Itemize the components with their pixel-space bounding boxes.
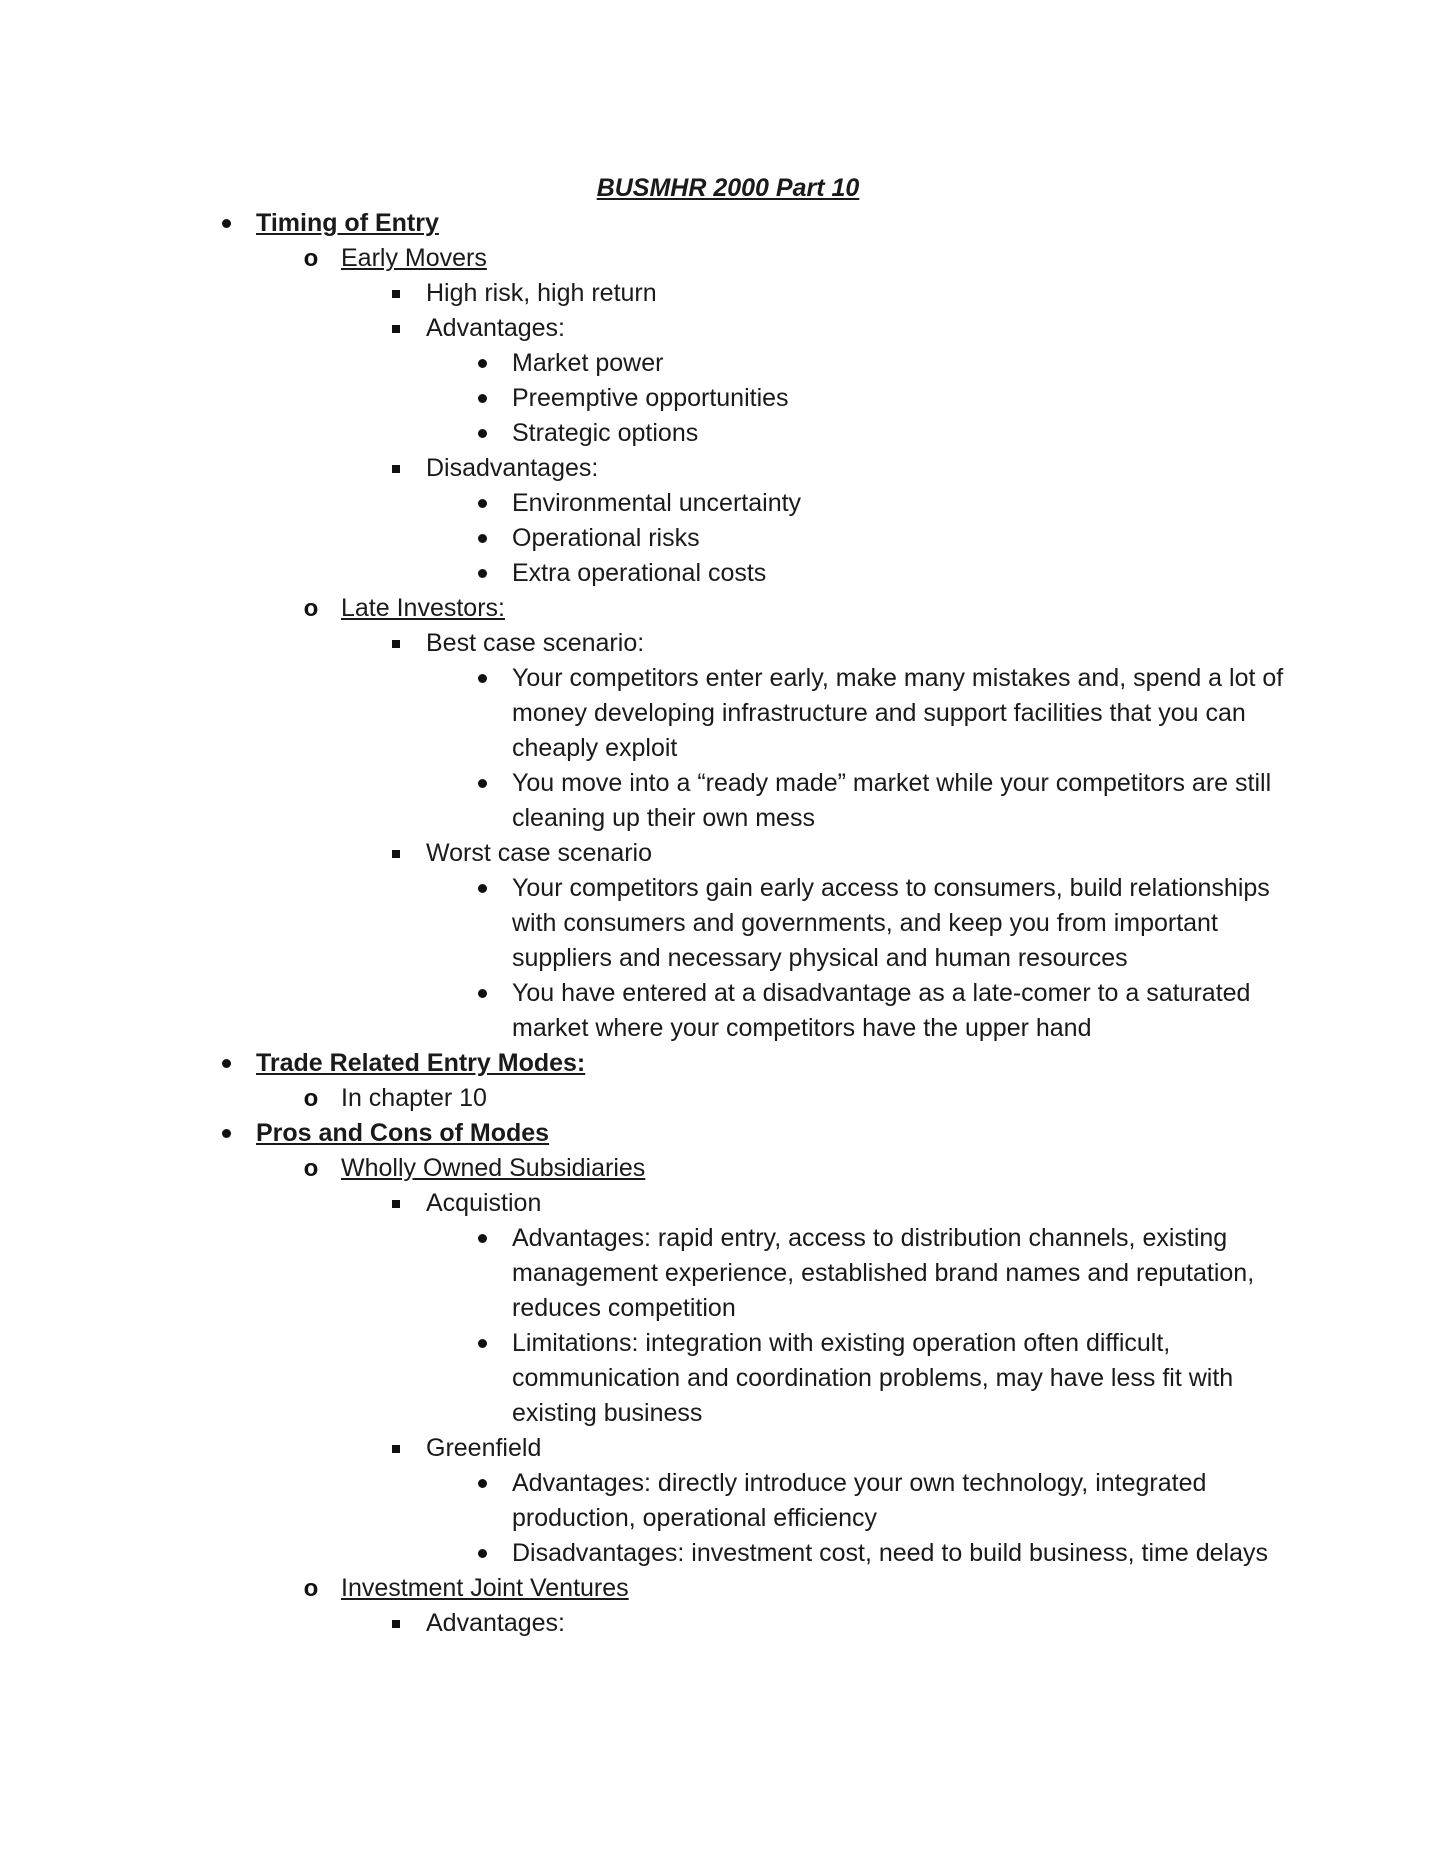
outline-item-text: Market power	[512, 349, 664, 377]
outline-item-level-4	[0, 486, 1456, 521]
outline-item-text: Wholly Owned Subsidiaries	[341, 1154, 646, 1182]
outline-item-level-3	[0, 311, 1456, 346]
outline-item-level-4	[0, 556, 1456, 591]
outline-item-text: Trade Related Entry Modes:	[256, 1049, 586, 1077]
outline-item-level-2	[0, 1151, 1456, 1186]
bullet-o-icon: o	[303, 1085, 319, 1112]
outline-item-level-4	[0, 1326, 1456, 1431]
outline-item-level-3	[0, 626, 1456, 661]
bullet-o-icon: o	[303, 595, 319, 622]
outline-item-text: Extra operational costs	[512, 559, 767, 587]
outline-item-text: Advantages:	[426, 1609, 565, 1637]
bullet-disc-icon	[472, 556, 492, 591]
bullet-square-icon	[386, 626, 406, 661]
outline-item-level-3	[0, 836, 1456, 871]
outline-item-text: Preemptive opportunities	[512, 384, 789, 412]
outline-item-text: Early Movers	[341, 244, 487, 272]
bullet-square-icon	[386, 1606, 406, 1641]
outline-item-level-1	[0, 1046, 1456, 1081]
outline-item-level-4	[0, 381, 1456, 416]
outline-item-level-3	[0, 276, 1456, 311]
outline-item-text: Advantages:	[426, 314, 565, 342]
bullet-square-icon	[386, 276, 406, 311]
bullet-disc-icon	[472, 661, 492, 696]
bullet-square-icon	[386, 311, 406, 346]
outline-item-level-4	[0, 661, 1456, 766]
outline-item-text: Disadvantages: investment cost, need to build business, time delays	[512, 1539, 1268, 1567]
outline-item-level-4	[0, 521, 1456, 556]
outline-item-level-4	[0, 416, 1456, 451]
outline-item-text: Your competitors enter early, make many mistakes and, spend a lot of money developing infrastructure and support facilities that you can cheaply exploit	[512, 664, 1284, 762]
outline-item-text: You have entered at a disadvantage as a late-comer to a saturated market where your competitors have the upper hand	[512, 979, 1251, 1042]
outline-item-level-1	[0, 206, 1456, 241]
bullet-disc-icon	[472, 1326, 492, 1361]
bullet-disc-icon	[472, 416, 492, 451]
outline-item-level-4	[0, 1536, 1456, 1571]
outline-item-level-2	[0, 1081, 1456, 1116]
outline-item-text: Timing of Entry	[256, 209, 439, 237]
outline-item-text: Your competitors gain early access to consumers, build relationships with consumers and governments, and keep you from important suppliers and necessary physical and human resources	[512, 874, 1270, 972]
outline-item-text: Investment Joint Ventures	[341, 1574, 629, 1602]
outline-item-level-1	[0, 1116, 1456, 1151]
outline-item-level-3	[0, 1186, 1456, 1221]
outline-item-level-2	[0, 1571, 1456, 1606]
bullet-o-icon: o	[303, 245, 319, 272]
outline-item-level-4	[0, 766, 1456, 836]
outline-item-text: You move into a “ready made” market while your competitors are still cleaning up their own mess	[512, 769, 1272, 832]
bullet-disc-icon	[472, 1466, 492, 1501]
outline-item-level-3	[0, 1431, 1456, 1466]
bullet-square-icon	[386, 836, 406, 871]
bullet-disc-icon	[472, 871, 492, 906]
outline-item-level-3	[0, 1606, 1456, 1641]
outline-item-text: Advantages: directly introduce your own technology, integrated production, operational efficiency	[512, 1469, 1207, 1532]
outline-item-level-3	[0, 451, 1456, 486]
outline-item-level-2	[0, 591, 1456, 626]
outline-item-text: In chapter 10	[341, 1084, 487, 1112]
outline-item-level-4	[0, 1221, 1456, 1326]
outline-item-level-4	[0, 871, 1456, 976]
bullet-o-icon: o	[303, 1155, 319, 1182]
outline-item-text: Pros and Cons of Modes	[256, 1119, 550, 1147]
bullet-disc-icon	[472, 1221, 492, 1256]
outline-item-level-2	[0, 241, 1456, 276]
outline-item-text: Acquistion	[426, 1189, 542, 1217]
bullet-disc-icon	[472, 346, 492, 381]
outline-item-text: Operational risks	[512, 524, 700, 552]
document-title: BUSMHR 2000 Part 10	[596, 174, 860, 202]
bullet-disc-icon	[472, 521, 492, 556]
outline-item-text: Worst case scenario	[426, 839, 653, 867]
bullet-disc-icon	[472, 976, 492, 1011]
outline-list	[0, 206, 1456, 1641]
bullet-disc-icon	[472, 1536, 492, 1571]
outline-item-text: Late Investors:	[341, 594, 505, 622]
outline-item-text: Disadvantages:	[426, 454, 599, 482]
outline-item-text: Limitations: integration with existing operation often difficult, communication and coordination problems, may have less fit with existing business	[512, 1329, 1234, 1427]
outline-item-text: Advantages: rapid entry, access to distribution channels, existing management experience, established brand names and reputation, reduces competition	[512, 1224, 1255, 1322]
outline-item-level-4	[0, 346, 1456, 381]
bullet-disc-icon	[216, 206, 236, 241]
outline-item-text: High risk, high return	[426, 279, 657, 307]
bullet-square-icon	[386, 451, 406, 486]
outline-item-text: Greenfield	[426, 1434, 542, 1462]
bullet-disc-icon	[472, 766, 492, 801]
bullet-o-icon: o	[303, 1575, 319, 1602]
bullet-disc-icon	[216, 1046, 236, 1081]
outline-item-text: Strategic options	[512, 419, 699, 447]
outline-item-text: Best case scenario:	[426, 629, 645, 657]
outline	[0, 206, 1456, 1641]
bullet-disc-icon	[472, 486, 492, 521]
bullet-disc-icon	[472, 381, 492, 416]
outline-item-text: Environmental uncertainty	[512, 489, 802, 517]
outline-item-level-4	[0, 976, 1456, 1046]
bullet-disc-icon	[216, 1116, 236, 1151]
bullet-square-icon	[386, 1431, 406, 1466]
outline-item-level-4	[0, 1466, 1456, 1536]
bullet-square-icon	[386, 1186, 406, 1221]
